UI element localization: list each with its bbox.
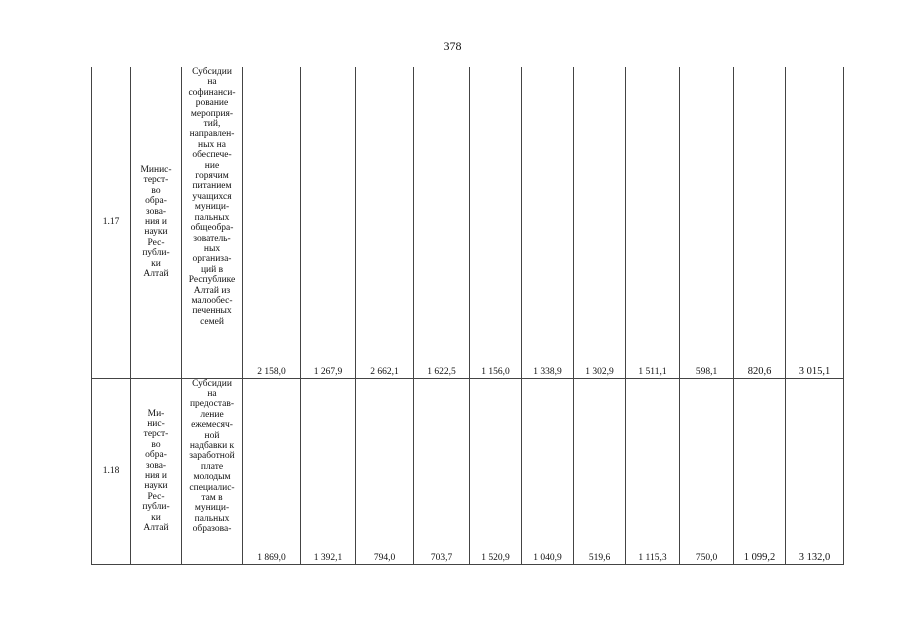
value-cell: 3 015,1 <box>786 67 844 378</box>
measure-description: Субсидии на софинанси- рование мероприя- тий, направлен- ных на обеспече- ние горячим питанием учащихся муници- пальных общеобра- зователь- ных организа- ций в Республике Алтай из малообес- печенных семей <box>182 67 243 378</box>
value-cell: 2 662,1 <box>356 67 414 378</box>
value-cell: 1 622,5 <box>414 67 470 378</box>
value-cell: 1 392,1 <box>301 378 356 564</box>
value-cell: 750,0 <box>680 378 734 564</box>
measure-description <box>182 378 243 564</box>
value-cell: 703,7 <box>414 378 470 564</box>
value-cell: 1 302,9 <box>574 67 626 378</box>
budget-table <box>91 67 844 565</box>
value-cell: 1 520,9 <box>470 378 522 564</box>
row-number: 1.18 <box>92 378 131 564</box>
responsible-organization <box>131 378 182 564</box>
value-cell: 1 115,3 <box>626 378 680 564</box>
value-cell: 1 267,9 <box>301 67 356 378</box>
table-row <box>92 67 844 378</box>
value-cell: 2 158,0 <box>243 67 301 378</box>
value-cell: 820,6 <box>734 67 786 378</box>
value-cell: 794,0 <box>356 378 414 564</box>
table-row <box>92 378 844 564</box>
value-cell: 1 156,0 <box>470 67 522 378</box>
org-text: Ми- нис- терст- во обра- зова- ния и науки Рес- публи- ки Алтай <box>142 408 170 534</box>
measure-description-text: Субсидии на предостав- ление ежемесяч- ной надбавки к заработной плате молодым специалис- там в муници- пальных образова- <box>189 378 235 535</box>
value-cell: 1 040,9 <box>522 378 574 564</box>
value-cell: 519,6 <box>574 378 626 564</box>
value-cell: 1 099,2 <box>734 378 786 564</box>
org-text: Минис- терст- во обра- зова- ния и науки Рес- публи- ки Алтай <box>140 165 172 280</box>
value-cell: 1 511,1 <box>626 67 680 378</box>
value-cell: 1 869,0 <box>243 378 301 564</box>
page-number: 378 <box>443 39 462 53</box>
row-number: 1.17 <box>92 67 131 378</box>
value-cell: 598,1 <box>680 67 734 378</box>
responsible-organization <box>131 67 182 378</box>
value-cell: 1 338,9 <box>522 67 574 378</box>
value-cell: 3 132,0 <box>786 378 844 564</box>
